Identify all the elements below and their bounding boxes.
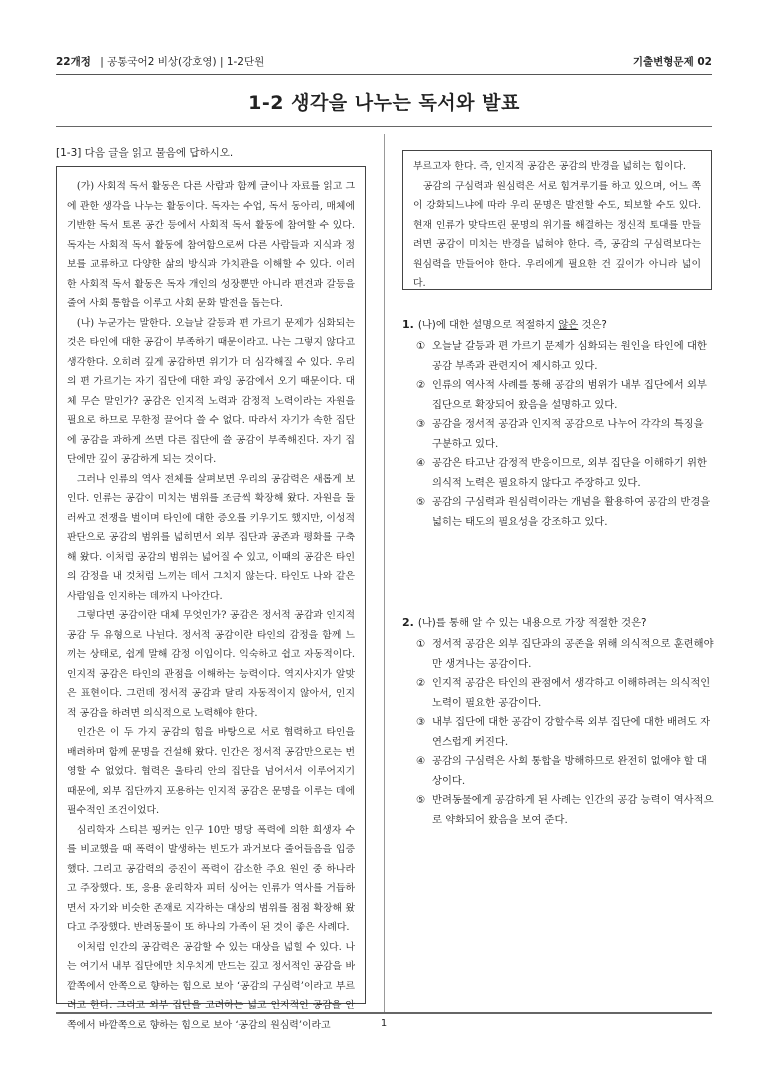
choice-text: 내부 집단에 대한 공감이 강할수록 외부 집단에 대한 배려도 자연스럽게 커진다. (432, 716, 711, 748)
stem-emphasis: 않은 (558, 319, 579, 331)
choice-list (402, 337, 714, 532)
question-text (418, 316, 607, 331)
passage-paragraph: 심리학자 스티븐 핑커는 인구 10만 명당 폭력에 의한 희생자 수를 비교했을 때 폭력이 발생하는 빈도가 과거보다 줄어들음을 입증했다. 그리고 공감력의 증진이 폭력이 감소한 주요 원인 중 하나라고 주장했다. 또, 응용 윤리학자 피터 싱어는 인류가 역사를 거듭하면서 자기와 비슷한 존재로 지각하는 대상의 범위를 점점 확장해 왔다고 주장했다. 반려동물이 또 하나의 가족이 된 것이 좋은 사례다. (67, 824, 355, 933)
choice-text: 공감은 타고난 감정적 반응이므로, 외부 집단을 이해하기 위한 의식적 노력은 필요하지 않다고 주장하고 있다. (432, 457, 707, 489)
reading-passage-continued (402, 150, 712, 290)
question-stem (402, 316, 714, 331)
choice-mark: ② (416, 677, 426, 689)
choice-mark: ① (416, 340, 426, 352)
page-title: 1-2 생각을 나누는 독서와 발표 (248, 92, 520, 114)
passage-paragraph: (가) 사회적 독서 활동은 다른 사람과 함께 글이나 자료를 읽고 그에 관한 생각을 나누는 활동이다. 독자는 수업, 독서 동아리, 매체에 기반한 독서 토론 공간 등에서 사회적 독서 활동에 참여할 수 있다. 독자는 사회적 독서 활동에 참여함으로써 다른 사람들과 지식과 정보를 교류하고 다양한 삶의 방식과 가치관을 이해할 수 있다. 이러한 사회적 독서 활동은 독자 개인의 성장뿐만 아니라 편견과 갈등을 줄여 사회 통합을 이루고 사회 문화 발전을 돕는다. (67, 181, 355, 309)
reading-passage (56, 166, 366, 1031)
choice-mark: ④ (416, 457, 426, 469)
choice-text: 공감의 구심력과 원심력이라는 개념을 활용하여 공감의 반경을 넓히는 태도의 필요성을 강조하고 있다. (432, 496, 711, 528)
answer-choice[interactable] (416, 337, 714, 376)
answer-choice[interactable] (416, 376, 714, 415)
choice-text: 정서적 공감은 외부 집단과의 공존을 위해 의식적으로 훈련해야만 생겨나는 공감이다. (432, 638, 714, 670)
choice-text: 오늘날 갈등과 편 가르기 문제가 심화되는 원인을 타인에 대한 공감 부족과 관련지어 제시하고 있다. (432, 340, 707, 372)
stem-text: (나)에 대한 설명으로 적절하지 (417, 319, 559, 331)
answer-choice[interactable] (416, 493, 714, 532)
footer-divider (56, 1012, 712, 1014)
header-doc-type: 기출변형문제 02 (632, 55, 712, 68)
passage-paragraph: 부르고자 한다. 즉, 인지적 공감은 공감의 반경을 넓히는 힘이다. (413, 161, 687, 172)
choice-mark: ⑤ (416, 496, 426, 508)
question-1 (402, 316, 714, 532)
choice-mark: ③ (416, 418, 426, 430)
answer-choice[interactable] (416, 415, 714, 454)
passage-paragraph: (나) 누군가는 말한다. 오늘날 갈등과 편 가르기 문제가 심화되는 것은 타인에 대한 공감이 부족하기 때문이라고. 나는 그렇지 않다고 생각한다. 오히려 깊게 공감하면 위기가 더 심각해질 수 있다. 우리의 편 가르기는 자기 집단에 대한 과잉 공감에서 오기 때문이다. 대체 무슨 말인가? 공감은 인지적 노력과 감정적 노력이라는 자원을 필요로 하므로 무한정 끌어다 쓸 수 없다. 따라서 자기가 속한 집단에 공감을 과하게 쓰면 다른 집단에 쓸 공감이 부족해진다. 자기 집단에만 깊이 공감하게 되는 것이다. (67, 317, 355, 465)
choice-mark: ③ (416, 716, 426, 728)
answer-choice[interactable] (416, 674, 714, 713)
question-stem (402, 614, 714, 629)
question-number: 1. (402, 318, 414, 331)
choice-mark: ⑤ (416, 794, 426, 806)
choice-mark: ① (416, 638, 426, 650)
answer-choice[interactable] (416, 713, 714, 752)
answer-choice[interactable] (416, 752, 714, 791)
answer-choice[interactable] (416, 454, 714, 493)
stem-text-end: 것은? (578, 319, 607, 331)
question-text: (나)를 통해 알 수 있는 내용으로 가장 적절한 것은? (417, 617, 647, 629)
choice-text: 공감의 구심력은 사회 통합을 방해하므로 완전히 없애야 할 대상이다. (432, 755, 707, 787)
choice-text: 인지적 공감은 타인의 관점에서 생각하고 이해하려는 의식적인 노력이 필요한 공감이다. (432, 677, 711, 709)
choice-text: 공감을 정서적 공감과 인지적 공감으로 나누어 각각의 특징을 구분하고 있다. (432, 418, 704, 450)
question-instruction: [1-3] 다음 글을 읽고 물음에 답하시오. (56, 147, 234, 159)
passage-paragraph: 인간은 이 두 가지 공감의 힘을 바탕으로 서로 협력하고 타인을 배려하며 함께 문명을 건설해 왔다. 인간은 정서적 공감만으로는 번영할 수 없었다. 협력은 울타리 안의 집단을 넘어서서 이루어지기 때문에, 외부 집단까지 포용하는 인지적 공감은 문명을 이루는 데에 필수적인 조건이었다. (67, 727, 355, 816)
choice-mark: ② (416, 379, 426, 391)
choice-text: 반려동물에게 공감하게 된 사례는 인간의 공감 능력이 역사적으로 약화되어 왔음을 보여 준다. (432, 794, 714, 826)
choice-mark: ④ (416, 755, 426, 767)
choice-text: 인류의 역사적 사례를 통해 공감의 범위가 내부 집단에서 외부 집단으로 확장되어 왔음을 설명하고 있다. (432, 379, 707, 411)
page-number: 1 (380, 1018, 388, 1029)
page-header (56, 48, 712, 75)
question-number: 2. (402, 616, 414, 629)
passage-paragraph: 그렇다면 공감이란 대체 무엇인가? 공감은 정서적 공감과 인지적 공감 두 유형으로 나뉜다. 정서적 공감이란 타인의 감정을 함께 느끼는 상태로, 쉽게 말해 감정 이입이다. 익숙하고 쉽고 자동적이다. 인지적 공감은 타인의 관점을 이해하는 능력이다. 역지사지가 알맞은 표현이다. 그런데 정서적 공감과 달리 자동적이지 않아서, 인지적 공감을 하려면 의식적으로 노력해야 한다. (67, 610, 355, 719)
header-course: | 공통국어2 비상(강호영) | 1-2단원 (100, 55, 265, 68)
header-right (633, 54, 712, 69)
column-divider (384, 134, 385, 1014)
title-divider (56, 126, 712, 127)
question-2 (402, 614, 714, 830)
header-curriculum: 22개정 (56, 55, 91, 68)
passage-paragraph: 그러나 인류의 역사 전체를 살펴보면 우리의 공감력은 새롭게 보인다. 인류는 공감이 미치는 범위를 조금씩 확장해 왔다. 자원을 둘러싸고 전쟁을 벌이며 타인에 대한 증오를 키우기도 했지만, 이성적 판단으로 공감의 범위를 넓히면서 외부 집단과 공존과 평화를 구축해 왔다. 이처럼 공감의 범위는 넓어질 수 있고, 이때의 공감은 타인의 감정을 내 것처럼 느끼는 데서 그치지 않는다. 타인도 나와 같은 사람임을 인지하는 데까지 나아간다. (67, 473, 355, 602)
passage-paragraph: 공감의 구심력과 원심력은 서로 힘겨루기를 하고 있으며, 어느 쪽이 강화되느냐에 따라 우리 문명은 발전할 수도, 퇴보할 수도 있다. 현재 인류가 맞닥뜨린 문명의 위기를 해결하는 정신적 토대를 만들려면 공감이 미치는 반경을 넓혀야 한다. 즉, 공감의 구심력보다는 원심력을 만들어야 한다. 우리에게 필요한 건 깊이가 아니라 넓이다. (413, 180, 701, 289)
answer-choice[interactable] (416, 635, 714, 674)
answer-choice[interactable] (416, 791, 714, 830)
choice-list (402, 635, 714, 830)
header-left (56, 54, 264, 69)
passage-paragraph: 이처럼 인간의 공감력은 공감할 수 있는 대상을 넓힐 수 있다. 나는 여기서 내부 집단에만 치우치게 만드는 깊고 정서적인 공감을 바깥쪽에서 안쪽으로 향하는 힘으로 보아 ‘공감의 구심력’이라고 부르려고 한다. 그리고 외부 집단을 고려하는 넓고 인지적인 공감을 안쪽에서 바깥쪽으로 향하는 힘으로 보아 ‘공감의 원심력’이라고 (67, 941, 355, 1031)
